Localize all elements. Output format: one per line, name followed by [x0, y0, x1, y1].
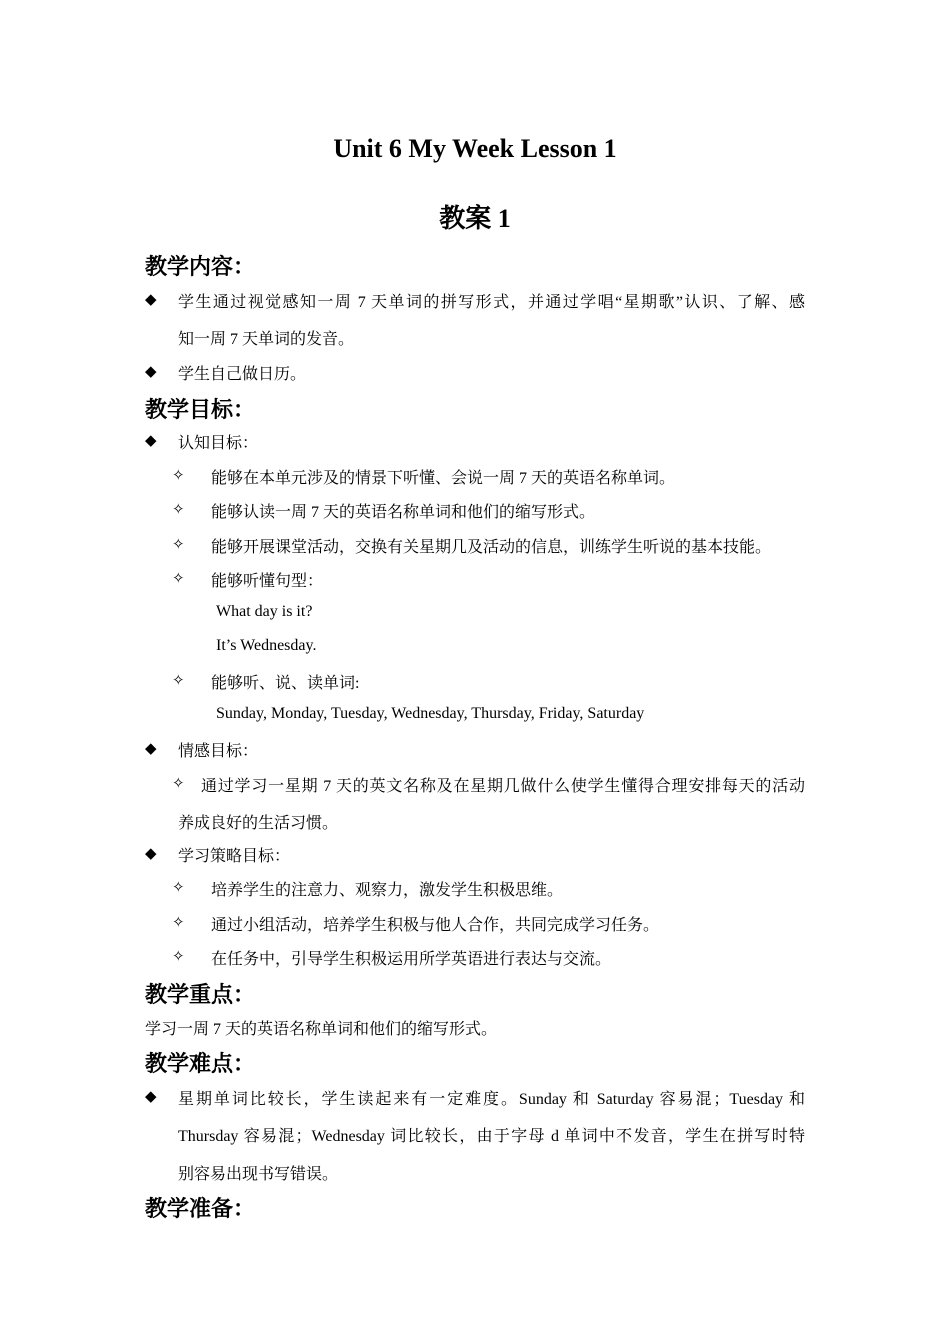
bullet-diamond-icon: ◆	[145, 846, 157, 862]
heading-teaching-content: 教学内容：	[145, 254, 256, 279]
heading-teaching-preparation: 教学准备：	[145, 1196, 256, 1221]
cognitive-item-4: 能够听懂句型：	[211, 573, 324, 590]
bullet-star-icon: ✧	[172, 468, 185, 484]
bullet-star-icon: ✧	[172, 880, 185, 896]
bullet-star-icon: ✧	[172, 673, 185, 689]
affective-item-1-line-1: 通过学习一星期 7 天的英文名称及在星期几做什么使学生懂得合理安排每天的活动	[201, 778, 805, 795]
heading-teaching-objectives: 教学目标：	[145, 397, 256, 422]
key-points-text: 学习一周 7 天的英语名称单词和他们的缩写形式。	[145, 1021, 498, 1038]
difficulty-line-1: 星期单词比较长，学生读起来有一定难度。Sunday 和 Saturday 容易混；Tuesday 和	[178, 1091, 805, 1108]
difficulty-line-3: 别容易出现书写错误。	[178, 1166, 339, 1183]
bullet-diamond-icon: ◆	[145, 292, 157, 308]
content-item-2: 学生自己做日历。	[178, 366, 307, 383]
heading-teaching-key-points: 教学重点：	[145, 982, 256, 1007]
example-sentence-2: It’s Wednesday.	[216, 637, 317, 654]
strategy-item-3: 在任务中，引导学生积极运用所学英语进行表达与交流。	[211, 951, 612, 968]
strategy-objectives-label: 学习策略目标：	[178, 848, 291, 865]
document-title: Unit 6 My Week Lesson 1	[333, 134, 617, 163]
cognitive-item-3: 能够开展课堂活动，交换有关星期几及活动的信息，训练学生听说的基本技能。	[211, 539, 772, 556]
document-subtitle: 教案 1	[439, 204, 511, 233]
affective-objectives-label: 情感目标：	[178, 743, 259, 760]
bullet-diamond-icon: ◆	[145, 1089, 157, 1105]
cognitive-item-2: 能够认读一周 7 天的英语名称单词和他们的缩写形式。	[211, 504, 596, 521]
difficulty-line-2: Thursday 容易混；Wednesday 词比较长，由于字母 d 单词中不发音，学生在拼写时特	[178, 1128, 805, 1145]
bullet-star-icon: ✧	[172, 949, 185, 965]
content-item-1-line-1: 学生通过视觉感知一周 7 天单词的拼写形式，并通过学唱“星期歌”认识、了解、感	[178, 294, 805, 311]
bullet-diamond-icon: ◆	[145, 741, 157, 757]
heading-teaching-difficulties: 教学难点：	[145, 1051, 256, 1076]
bullet-diamond-icon: ◆	[145, 433, 157, 449]
content-item-1-line-2: 知一周 7 天单词的发音。	[178, 331, 355, 348]
bullet-star-icon: ✧	[172, 915, 185, 931]
strategy-item-2: 通过小组活动，培养学生积极与他人合作，共同完成学习任务。	[211, 917, 660, 934]
affective-item-1-line-2: 养成良好的生活习惯。	[178, 815, 339, 832]
bullet-star-icon: ✧	[172, 502, 185, 518]
bullet-star-icon: ✧	[172, 537, 185, 553]
bullet-diamond-icon: ◆	[145, 364, 157, 380]
cognitive-item-5: 能够听、说、读单词:	[211, 675, 360, 692]
weekday-words: Sunday, Monday, Tuesday, Wednesday, Thursday, Friday, Saturday	[216, 705, 645, 722]
bullet-star-icon: ✧	[172, 776, 185, 792]
cognitive-objectives-label: 认知目标：	[178, 435, 259, 452]
strategy-item-1: 培养学生的注意力、观察力，激发学生积极思维。	[211, 882, 564, 899]
bullet-star-icon: ✧	[172, 571, 185, 587]
example-sentence-1: What day is it?	[216, 603, 313, 620]
cognitive-item-1: 能够在本单元涉及的情景下听懂、会说一周 7 天的英语名称单词。	[211, 470, 676, 487]
